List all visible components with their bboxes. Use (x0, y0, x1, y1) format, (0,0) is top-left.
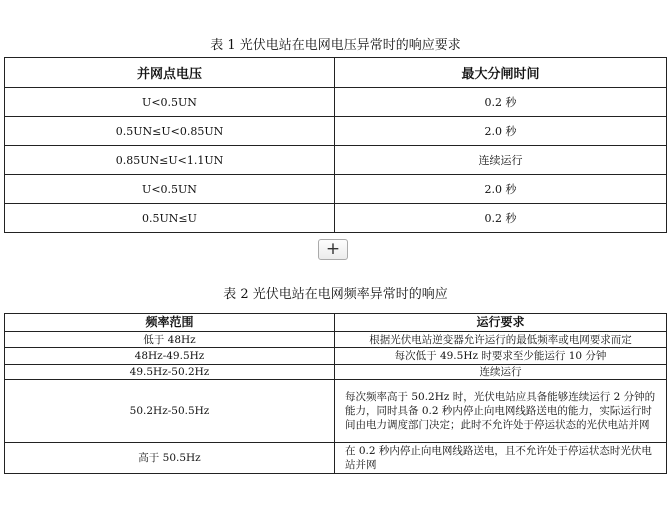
requirement-cell: 根据光伏电站逆变器允许运行的最低频率或电网要求而定 (335, 332, 667, 348)
table-header-row (5, 58, 667, 88)
frequency-range-cell: 49.5Hz-50.2Hz (5, 365, 335, 380)
voltage-cell: U<0.5UN (5, 88, 335, 117)
frequency-range-cell: 50.2Hz-50.5Hz (5, 380, 335, 443)
requirement-cell: 在 0.2 秒内停止向电网线路送电，且不允许处于停运状态时光伏电站并网 (335, 443, 667, 474)
column-header-voltage: 并网点电压 (5, 58, 335, 88)
frequency-range-cell: 高于 50.5Hz (5, 443, 335, 474)
table-row (5, 443, 667, 474)
table-header-row (5, 314, 667, 332)
requirement-cell: 每次频率高于 50.2Hz 时，光伏电站应具备能够连续运行 2 分钟的能力，同时具备 0.2 秒内停止向电网线路送电的能力，实际运行时间由电力调度部门决定；此时不允许处于停运状态的光伏电站并网 (335, 380, 667, 443)
requirement-cell: 连续运行 (335, 365, 667, 380)
column-header-operation-requirement: 运行要求 (335, 314, 667, 332)
table-row (5, 332, 667, 348)
table-row (5, 348, 667, 365)
table-row (5, 204, 667, 233)
table1-caption: 表 1 光伏电站在电网电压异常时的响应要求 (210, 38, 461, 53)
table-row (5, 146, 667, 175)
trip-time-cell: 2.0 秒 (335, 175, 667, 204)
trip-time-cell: 2.0 秒 (335, 117, 667, 146)
requirement-cell: 每次低于 49.5Hz 时要求至少能运行 10 分钟 (335, 348, 667, 365)
trip-time-cell: 0.2 秒 (335, 88, 667, 117)
table-row (5, 117, 667, 146)
frequency-range-cell: 48Hz-49.5Hz (5, 348, 335, 365)
trip-time-cell: 连续运行 (335, 146, 667, 175)
voltage-cell: 0.85UN≤U<1.1UN (5, 146, 335, 175)
column-header-max-trip-time: 最大分闸时间 (335, 58, 667, 88)
voltage-response-table (4, 57, 667, 233)
table-row (5, 380, 667, 443)
plus-icon: + (325, 239, 341, 259)
voltage-cell: 0.5UN≤U (5, 204, 335, 233)
table-row (5, 175, 667, 204)
frequency-response-table (4, 313, 667, 474)
add-button[interactable] (318, 239, 348, 260)
trip-time-cell: 0.2 秒 (335, 204, 667, 233)
frequency-range-cell: 低于 48Hz (5, 332, 335, 348)
voltage-cell: U<0.5UN (5, 175, 335, 204)
table2-caption: 表 2 光伏电站在电网频率异常时的响应 (223, 287, 448, 302)
table-row (5, 365, 667, 380)
table-row (5, 88, 667, 117)
voltage-cell: 0.5UN≤U<0.85UN (5, 117, 335, 146)
column-header-frequency-range: 频率范围 (5, 314, 335, 332)
